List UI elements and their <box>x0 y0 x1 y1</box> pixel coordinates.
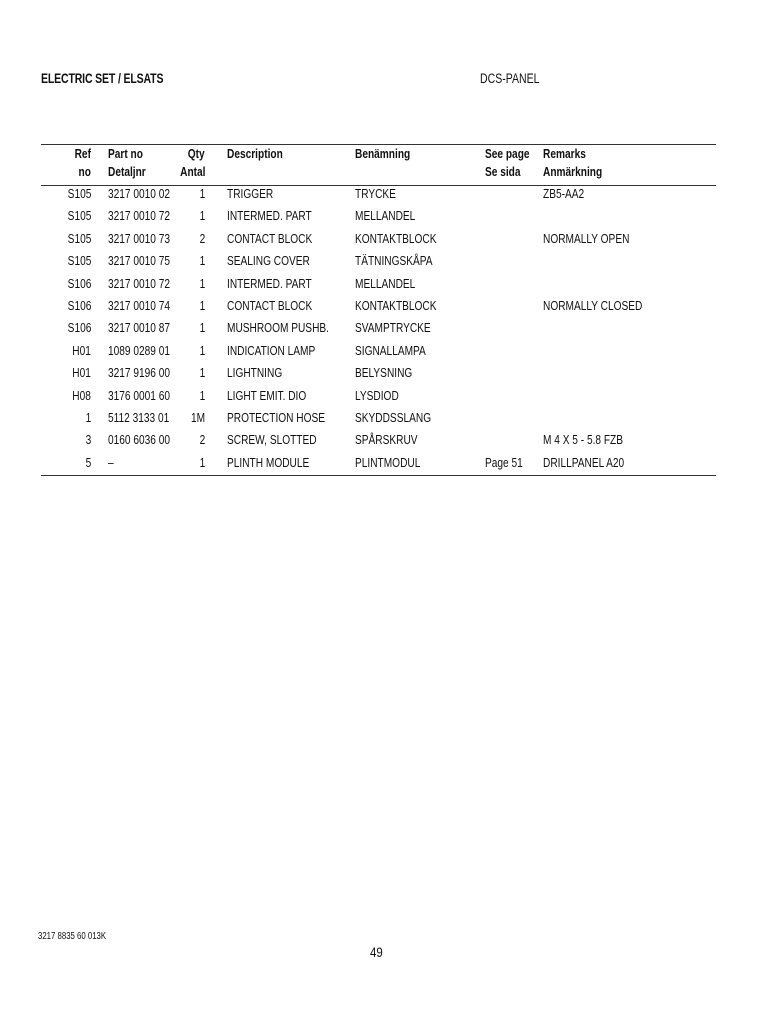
cell-ref: 3 <box>85 432 91 447</box>
cell-part: 3217 0010 87 <box>108 320 171 335</box>
cell-part: 3217 0010 72 <box>108 276 171 291</box>
document-number: 3217 8835 60 013K <box>38 931 107 942</box>
cell-ben: PLINTMODUL <box>355 455 421 470</box>
cell-part: 0160 6036 00 <box>108 432 171 447</box>
cell-desc: LIGHTNING <box>227 365 283 380</box>
cell-ben: MELLANDEL <box>355 276 416 291</box>
column-header-desc: Description <box>227 146 283 161</box>
column-header-ref-sub: no <box>78 164 91 179</box>
cell-ref: 1 <box>85 410 91 425</box>
cell-page: Page 51 <box>485 455 523 470</box>
cell-ben: TÄTNINGSKÅPA <box>355 253 433 268</box>
cell-ref: S105 <box>67 231 91 246</box>
cell-part: 3217 0010 72 <box>108 208 171 223</box>
cell-part: 3217 0010 73 <box>108 231 171 246</box>
cell-qty: 1 <box>199 186 205 201</box>
cell-desc: PLINTH MODULE <box>227 455 310 470</box>
column-header-part: Part no <box>108 146 143 161</box>
cell-ben: SIGNALLAMPA <box>355 343 426 358</box>
cell-ben: SVAMPTRYCKE <box>355 320 431 335</box>
cell-desc: MUSHROOM PUSHB. <box>227 320 329 335</box>
cell-ref: S106 <box>67 276 91 291</box>
cell-part: 1089 0289 01 <box>108 343 171 358</box>
cell-qty: 1 <box>199 388 205 403</box>
column-header-ben: Benämning <box>355 146 411 161</box>
cell-qty: 1 <box>199 253 205 268</box>
cell-part: 3217 0010 02 <box>108 186 171 201</box>
cell-ben: BELYSNING <box>355 365 413 380</box>
cell-qty: 1 <box>199 455 205 470</box>
cell-part: 3217 0010 74 <box>108 298 171 313</box>
cell-qty: 2 <box>199 231 205 246</box>
column-header-ref: Ref <box>74 146 91 161</box>
document-title: ELECTRIC SET / ELSATS <box>41 71 164 86</box>
cell-qty: 1 <box>199 365 205 380</box>
panel-name: DCS-PANEL <box>480 71 540 86</box>
cell-ref: S106 <box>67 298 91 313</box>
cell-part: – <box>108 455 114 470</box>
cell-ben: LYSDIOD <box>355 388 399 403</box>
cell-part: 5112 3133 01 <box>108 410 170 425</box>
column-header-page: See page <box>485 146 530 161</box>
table-bottom-rule <box>41 475 716 476</box>
cell-ref: 5 <box>85 455 91 470</box>
cell-desc: CONTACT BLOCK <box>227 298 313 313</box>
cell-ben: TRYCKE <box>355 186 396 201</box>
cell-qty: 1 <box>199 343 205 358</box>
cell-qty: 1 <box>199 320 205 335</box>
table-top-rule <box>41 144 716 145</box>
cell-ref: S105 <box>67 253 91 268</box>
cell-desc: INTERMED. PART <box>227 276 312 291</box>
column-header-part-sub: Detaljnr <box>108 164 146 179</box>
cell-ref: S105 <box>67 208 91 223</box>
cell-rem: ZB5-AA2 <box>543 186 585 201</box>
cell-rem: NORMALLY OPEN <box>543 231 630 246</box>
cell-ref: H08 <box>72 388 91 403</box>
cell-ben: KONTAKTBLOCK <box>355 298 437 313</box>
column-header-rem-sub: Anmärkning <box>543 164 603 179</box>
cell-rem: NORMALLY CLOSED <box>543 298 643 313</box>
cell-ref: H01 <box>72 365 91 380</box>
cell-part: 3217 9196 00 <box>108 365 171 380</box>
cell-desc: INTERMED. PART <box>227 208 312 223</box>
cell-ref: S105 <box>67 186 91 201</box>
cell-ben: KONTAKTBLOCK <box>355 231 437 246</box>
cell-qty: 2 <box>199 432 205 447</box>
cell-desc: CONTACT BLOCK <box>227 231 313 246</box>
cell-ref: H01 <box>72 343 91 358</box>
cell-qty: 1 <box>199 276 205 291</box>
cell-desc: LIGHT EMIT. DIO <box>227 388 307 403</box>
column-header-qty: Qty <box>188 146 205 161</box>
cell-ben: SPÅRSKRUV <box>355 432 418 447</box>
column-header-rem: Remarks <box>543 146 586 161</box>
column-header-qty-sub: Antal <box>179 164 205 179</box>
cell-rem: DRILLPANEL A20 <box>543 455 625 470</box>
cell-rem: M 4 X 5 - 5.8 FZB <box>543 432 624 447</box>
cell-desc: SCREW, SLOTTED <box>227 432 317 447</box>
cell-desc: TRIGGER <box>227 186 274 201</box>
column-header-page-sub: Se sida <box>485 164 521 179</box>
cell-ben: SKYDDSSLANG <box>355 410 432 425</box>
cell-ben: MELLANDEL <box>355 208 416 223</box>
cell-desc: SEALING COVER <box>227 253 310 268</box>
cell-desc: PROTECTION HOSE <box>227 410 326 425</box>
page-number: 49 <box>370 944 383 960</box>
cell-qty: 1M <box>190 410 205 425</box>
cell-part: 3217 0010 75 <box>108 253 171 268</box>
cell-qty: 1 <box>199 208 205 223</box>
cell-desc: INDICATION LAMP <box>227 343 316 358</box>
cell-part: 3176 0001 60 <box>108 388 171 403</box>
cell-qty: 1 <box>199 298 205 313</box>
cell-ref: S106 <box>67 320 91 335</box>
